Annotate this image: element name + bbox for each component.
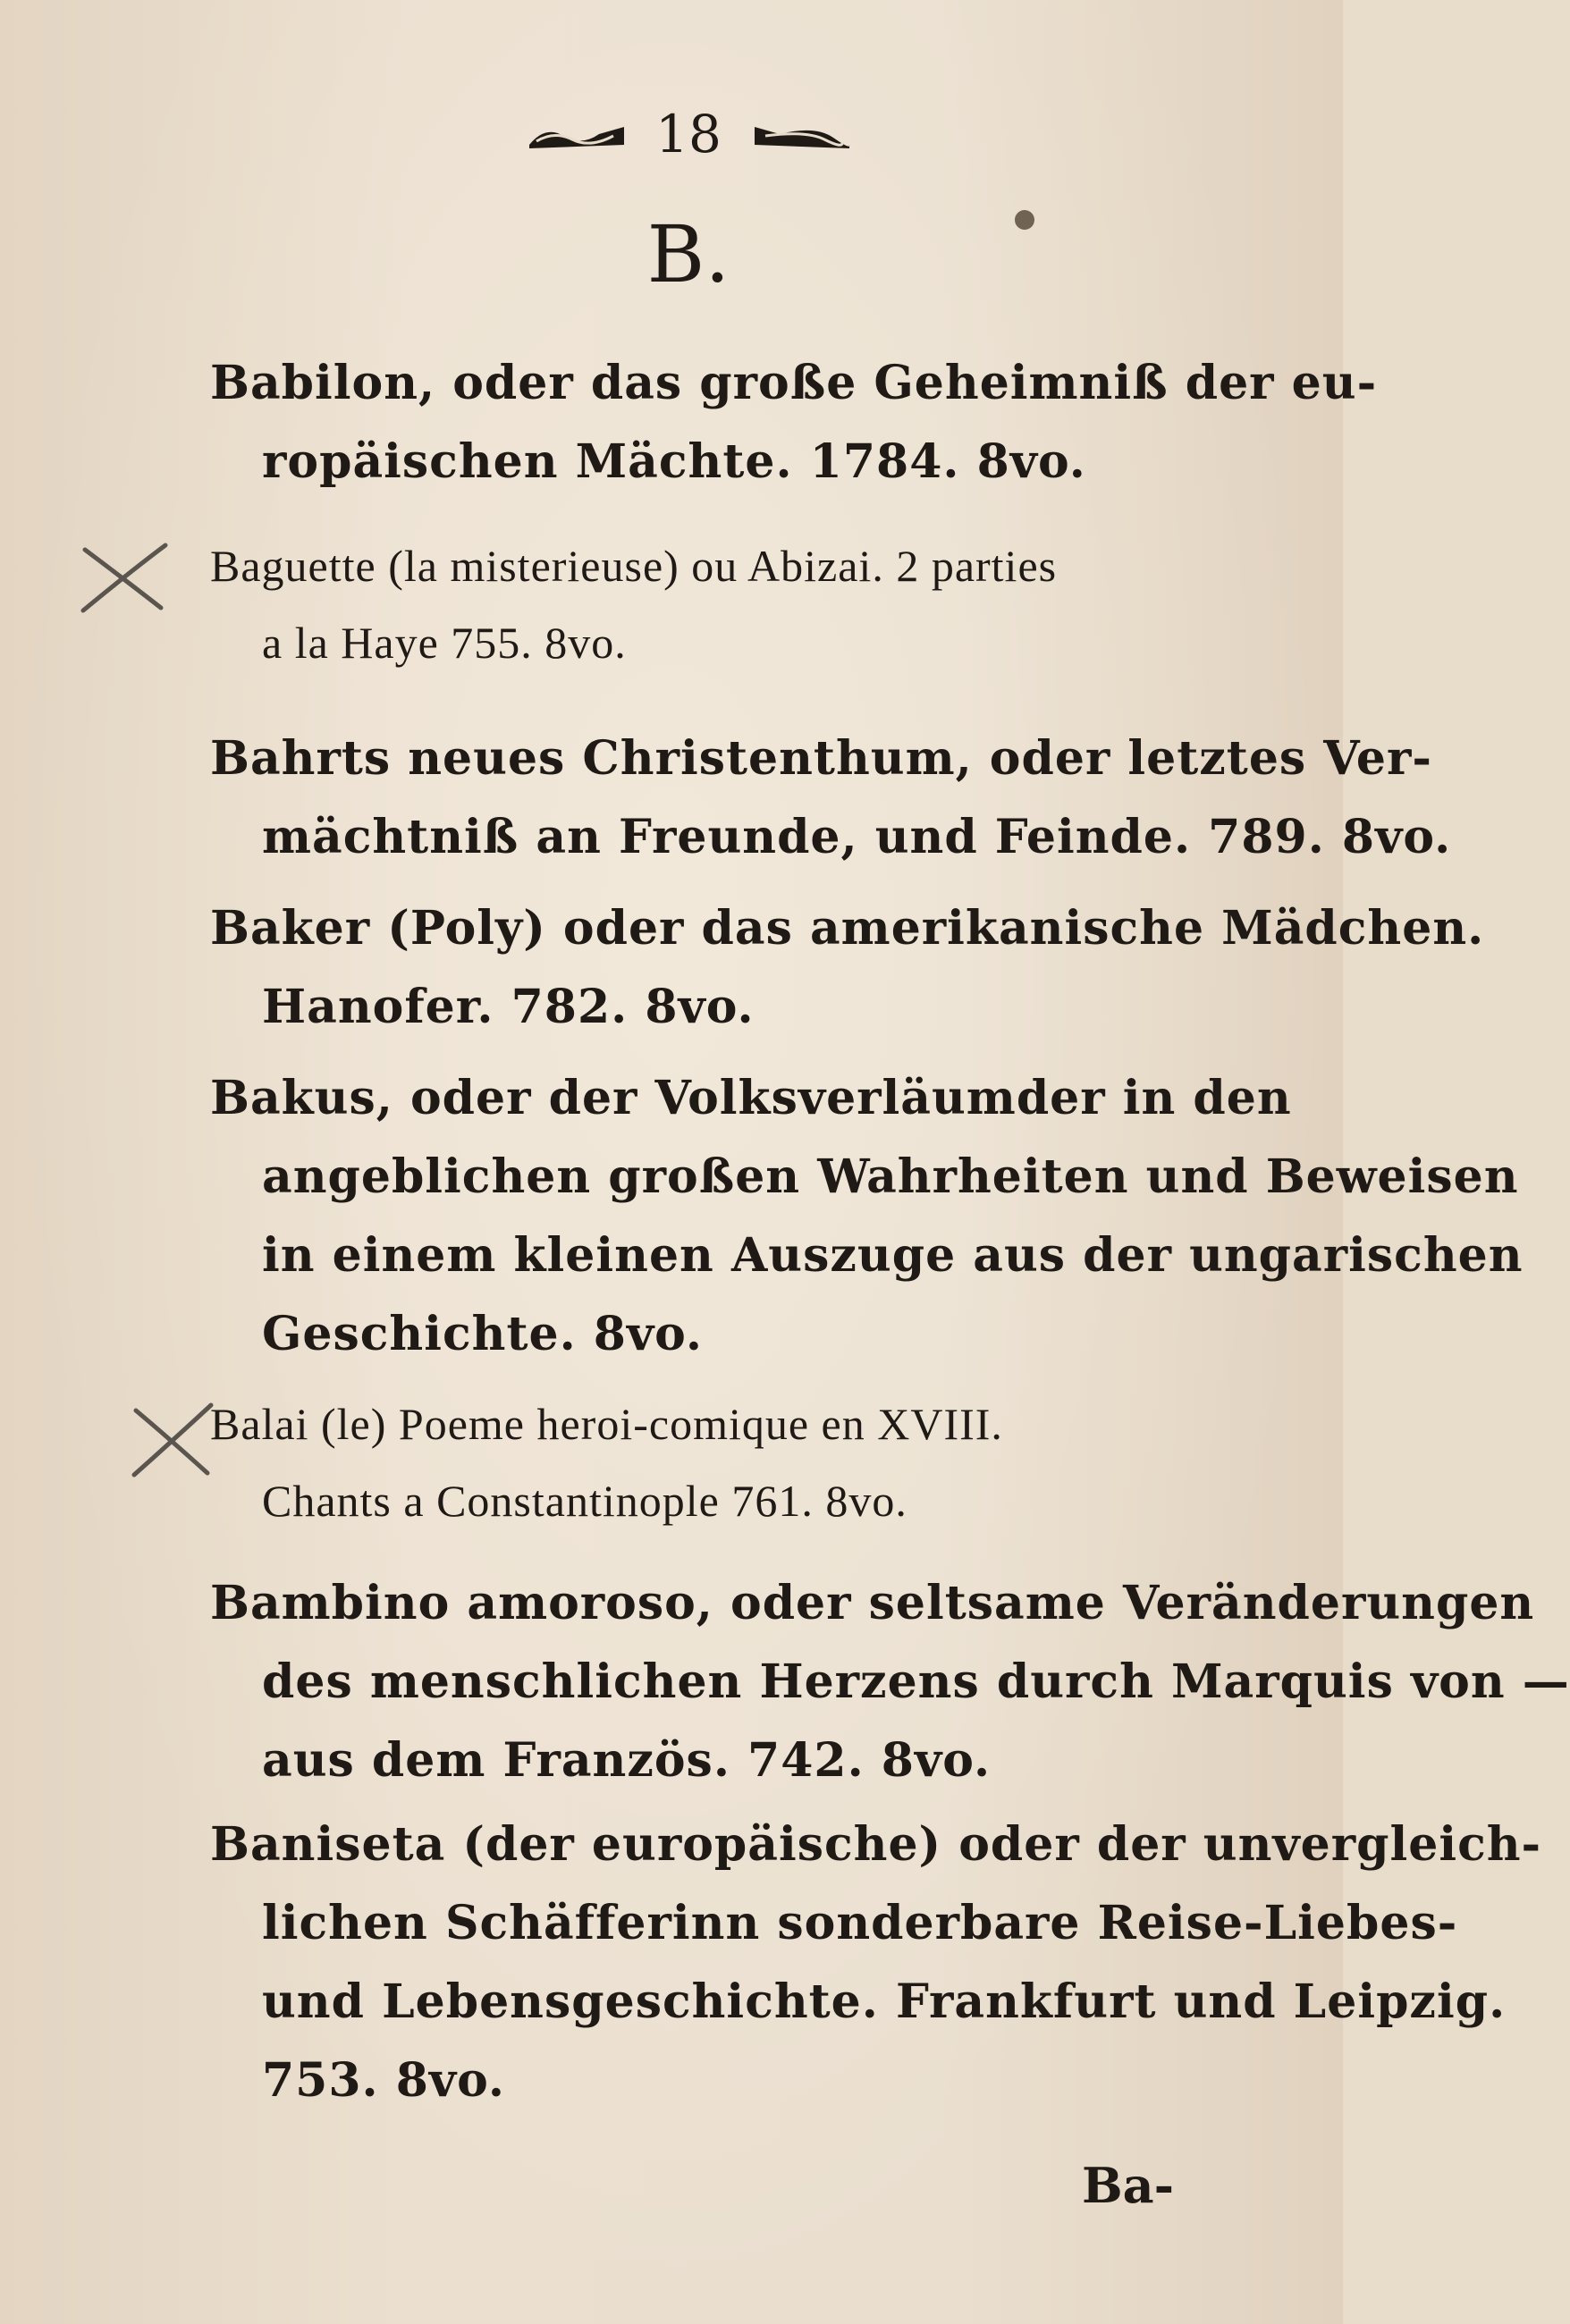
left-ornament-icon xyxy=(528,118,626,154)
page-number: 18 xyxy=(655,104,722,164)
entry-line: 753. 8vo. xyxy=(262,2053,506,2108)
entry-line: Baguette (la misterieuse) ou Abizai. 2 parties xyxy=(210,541,1058,591)
catalog-entry xyxy=(210,889,1485,1047)
entry-line: Bakus, oder der Volksverläumder in den xyxy=(210,1071,1292,1125)
entry-line: Bahrts neues Christenthum, oder letztes Ver- xyxy=(210,731,1432,786)
entry-line: lichen Schäfferinn sonderbare Reise-Liebes- xyxy=(262,1896,1458,1950)
entry-line: mächtniß an Freunde, und Feinde. 789. 8vo. xyxy=(262,810,1452,864)
entry-line: in einem kleinen Auszuge aus der ungarischen xyxy=(262,1228,1524,1283)
entry-line: Balai (le) Poeme heroi-comique en XVIII. xyxy=(210,1399,1003,1449)
entry-line: und Lebensgeschichte. Frankfurt und Leipzig. xyxy=(262,1975,1507,2029)
entry-line: angeblichen großen Wahrheiten und Beweisen xyxy=(262,1149,1519,1204)
entry-line: Baniseta (der europäische) oder der unvergleich- xyxy=(210,1817,1542,1872)
entry-line: ropäischen Mächte. 1784. 8vo. xyxy=(262,434,1086,489)
entry-line: Geschichte. 8vo. xyxy=(262,1307,704,1361)
entry-line: Chants a Constantinople 761. 8vo. xyxy=(262,1476,907,1526)
entry-line: Babilon, oder das große Geheimniß der eu- xyxy=(210,356,1378,410)
entry-line: Bambino amoroso, oder seltsame Veränderungen xyxy=(210,1576,1535,1630)
entry-line: Hanofer. 782. 8vo. xyxy=(262,980,755,1034)
x-mark-icon xyxy=(125,1394,224,1484)
entry-line: a la Haye 755. 8vo. xyxy=(262,618,627,668)
catchword: Ba- xyxy=(1082,2157,1175,2214)
catalog-entry xyxy=(210,720,1452,877)
catalog-entry xyxy=(210,1385,1229,1539)
catalog-entry xyxy=(210,1564,1570,1800)
catalog-entry xyxy=(210,527,1229,681)
entry-line: Baker (Poly) oder das amerikanische Mädchen. xyxy=(210,901,1485,956)
entry-line: aus dem Französ. 742. 8vo. xyxy=(262,1733,992,1788)
right-ornament-icon xyxy=(753,118,851,154)
catalog-entry xyxy=(210,1059,1524,1374)
catalog-entry xyxy=(210,344,1378,501)
section-letter: B. xyxy=(646,208,730,300)
x-mark-icon xyxy=(76,532,174,621)
catalog-entry xyxy=(210,1806,1542,2120)
page-header xyxy=(0,98,1343,170)
entry-line: des menschlichen Herzens durch Marquis von — xyxy=(262,1655,1570,1709)
ink-smudge xyxy=(1015,210,1034,230)
